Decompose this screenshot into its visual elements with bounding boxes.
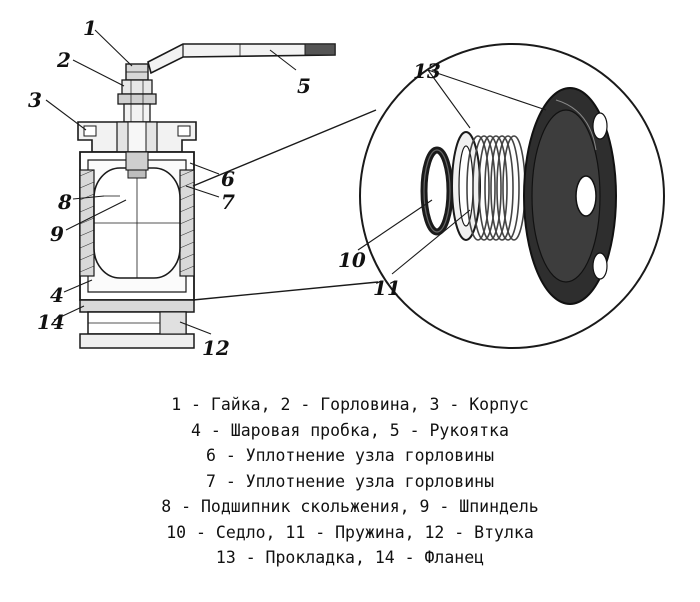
bottom-flange: [80, 300, 194, 348]
callout-1: 1: [83, 16, 97, 40]
callout-10: 10: [338, 248, 366, 272]
stem-nut: [126, 64, 148, 80]
gasket-disc: [524, 88, 616, 304]
legend-line: 7 - Уплотнение узла горловины: [205, 471, 495, 491]
callout-6: 6: [221, 167, 235, 191]
callout-5: 5: [297, 74, 311, 98]
callout-9: 9: [50, 222, 64, 246]
legend: [0, 392, 700, 592]
callout-13: 13: [413, 59, 441, 83]
callout-12: 12: [202, 336, 230, 360]
callout-4: 4: [50, 283, 64, 307]
legend-line: 13 - Прокладка, 14 - Фланец: [215, 548, 485, 567]
callout-2: 2: [57, 48, 71, 72]
handle-lever: [148, 44, 335, 73]
legend-line: 10 - Седло, 11 - Пружина, 12 - Втулка: [166, 522, 534, 542]
legend-line: 1 - Гайка, 2 - Горловина, 3 - Корпус: [171, 395, 529, 414]
callout-7: 7: [221, 190, 235, 214]
ball-plug: [94, 168, 180, 278]
callout-3: 3: [28, 88, 42, 112]
magnified-detail: [193, 44, 664, 348]
callout-14: 14: [37, 310, 65, 334]
legend-line: 6 - Уплотнение узла горловины: [205, 446, 495, 465]
legend-line: 4 - Шаровая пробка, 5 - Рукоятка: [191, 420, 509, 440]
body-top: [78, 122, 196, 152]
legend-line: 8 - Подшипник скольжения, 9 - Шпиндель: [161, 497, 539, 516]
callout-11: 11: [373, 276, 401, 300]
callout-8: 8: [58, 190, 72, 214]
